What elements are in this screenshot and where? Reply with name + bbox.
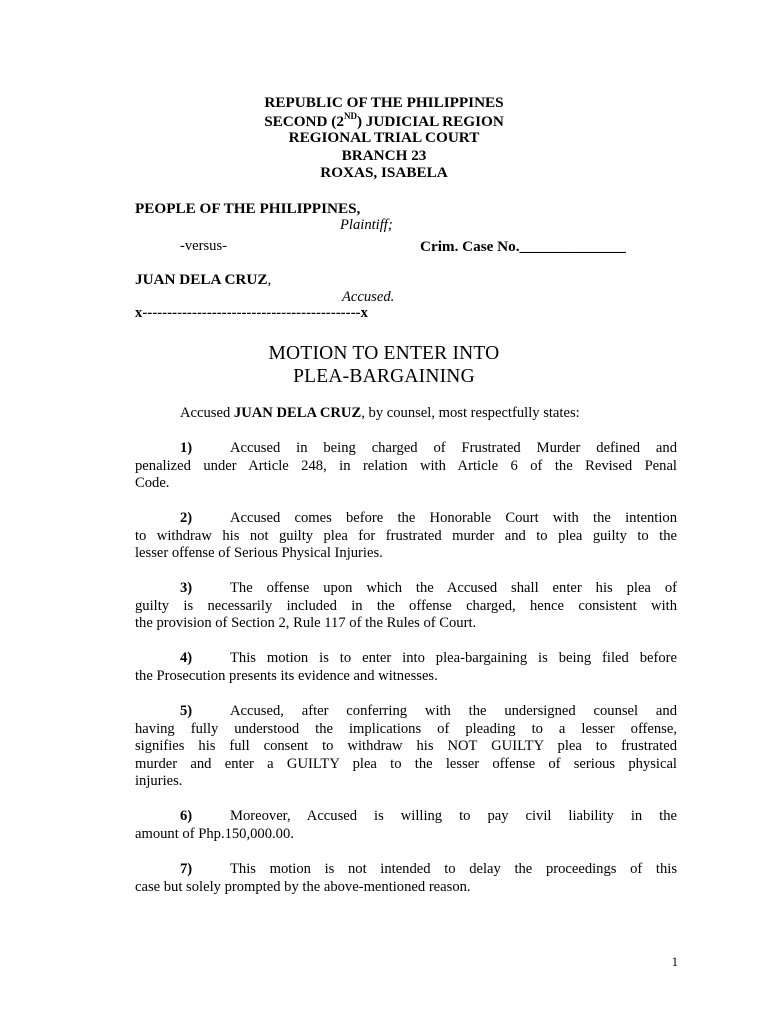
paragraph-line: case but solely prompted by the above-mentioned reason. bbox=[135, 878, 471, 895]
intro-prefix: Accused bbox=[180, 405, 234, 421]
paragraph-4 bbox=[135, 650, 677, 685]
header-location: ROXAS, ISABELA bbox=[320, 164, 448, 181]
paragraph-text: Moreover, Accused is willing to pay civil liability in the bbox=[230, 808, 677, 824]
header-region-suffix: ) JUDICIAL REGION bbox=[356, 113, 504, 131]
paragraph-line: guilty is necessarily included in the offense charged, hence consistent with bbox=[135, 597, 677, 614]
paragraph-line: having fully understood the implications of pleading to a lesser offense, bbox=[135, 720, 677, 737]
paragraph-text: This motion is to enter into plea-bargaining is being filed before bbox=[230, 650, 677, 666]
paragraph-line: lesser offense of Serious Physical Injuries. bbox=[135, 545, 383, 561]
paragraph-3 bbox=[135, 580, 677, 633]
paragraph-7 bbox=[135, 861, 677, 896]
paragraph-number: 2) bbox=[180, 510, 193, 526]
header-region-prefix: SECOND (2 bbox=[264, 113, 344, 131]
motion-title-line2: PLEA-BARGAINING bbox=[293, 366, 475, 387]
accused-comma: , bbox=[267, 271, 272, 288]
paragraph-number: 3) bbox=[180, 580, 193, 596]
paragraph-2 bbox=[135, 510, 677, 563]
page-number: 1 bbox=[671, 955, 678, 969]
paragraph-1 bbox=[135, 440, 677, 493]
header-republic: REPUBLIC OF THE PHILIPPINES bbox=[264, 94, 504, 111]
paragraph-number: 7) bbox=[180, 861, 193, 877]
paragraph-line: Code. bbox=[135, 475, 170, 491]
paragraph-line: penalized under Article 248, in relation with Article 6 of the Revised Penal bbox=[135, 457, 677, 474]
paragraph-line: to withdraw his not guilty plea for frustrated murder and to plea guilty to the bbox=[135, 527, 677, 544]
accused-role: Accused. bbox=[342, 289, 395, 305]
caption-divider: x--------------------------------------------x bbox=[135, 305, 369, 321]
paragraph-line bbox=[135, 510, 677, 528]
versus-label: -versus- bbox=[180, 238, 228, 254]
criminal-case-number: Crim. Case No.______________ bbox=[420, 238, 626, 255]
paragraph-number: 6) bbox=[180, 808, 193, 824]
paragraph-line bbox=[135, 440, 677, 458]
plaintiff-name: PEOPLE OF THE PHILIPPINES, bbox=[135, 200, 361, 217]
paragraph-text: Accused, after conferring with the undersigned counsel and bbox=[230, 703, 677, 719]
header-branch: BRANCH 23 bbox=[341, 147, 427, 164]
paragraph-text: The offense upon which the Accused shall enter his plea of bbox=[230, 580, 677, 596]
plaintiff-role: Plaintiff; bbox=[340, 217, 393, 233]
header-region-superscript: ND bbox=[343, 111, 357, 121]
accused-name: JUAN DELA CRUZ bbox=[135, 271, 268, 288]
header-trial-court: REGIONAL TRIAL COURT bbox=[288, 129, 480, 146]
paragraph-line: amount of Php.150,000.00. bbox=[135, 825, 294, 842]
paragraph-text: Accused in being charged of Frustrated Murder defined and bbox=[230, 440, 677, 456]
paragraph-text: Accused comes before the Honorable Court with the intention bbox=[230, 510, 677, 526]
paragraph-6 bbox=[135, 808, 677, 843]
paragraph-line bbox=[135, 808, 677, 826]
paragraph-line: signifies his full consent to withdraw his NOT GUILTY plea to frustrated bbox=[135, 738, 677, 754]
paragraph-line bbox=[135, 580, 677, 598]
intro-statement bbox=[180, 405, 580, 422]
paragraph-line bbox=[135, 650, 677, 668]
paragraph-number: 4) bbox=[180, 650, 193, 666]
paragraph-line: the provision of Section 2, Rule 117 of the Rules of Court. bbox=[135, 615, 477, 631]
paragraph-line: injuries. bbox=[135, 773, 183, 789]
paragraph-5 bbox=[135, 703, 677, 791]
motion-title-line1: MOTION TO ENTER INTO bbox=[268, 343, 500, 364]
paragraph-line bbox=[135, 861, 677, 879]
intro-suffix: , by counsel, most respectfully states: bbox=[361, 405, 580, 421]
paragraph-text: This motion is not intended to delay the proceedings of this bbox=[230, 861, 677, 877]
accused-name-line bbox=[135, 271, 271, 289]
paragraph-line bbox=[135, 703, 677, 721]
paragraph-number: 5) bbox=[180, 703, 193, 719]
paragraph-line: the Prosecution presents its evidence and witnesses. bbox=[135, 667, 438, 684]
paragraph-line: murder and enter a GUILTY plea to the lesser offense of serious physical bbox=[135, 755, 677, 772]
intro-accused-name: JUAN DELA CRUZ bbox=[233, 405, 362, 421]
paragraph-number: 1) bbox=[180, 440, 193, 456]
